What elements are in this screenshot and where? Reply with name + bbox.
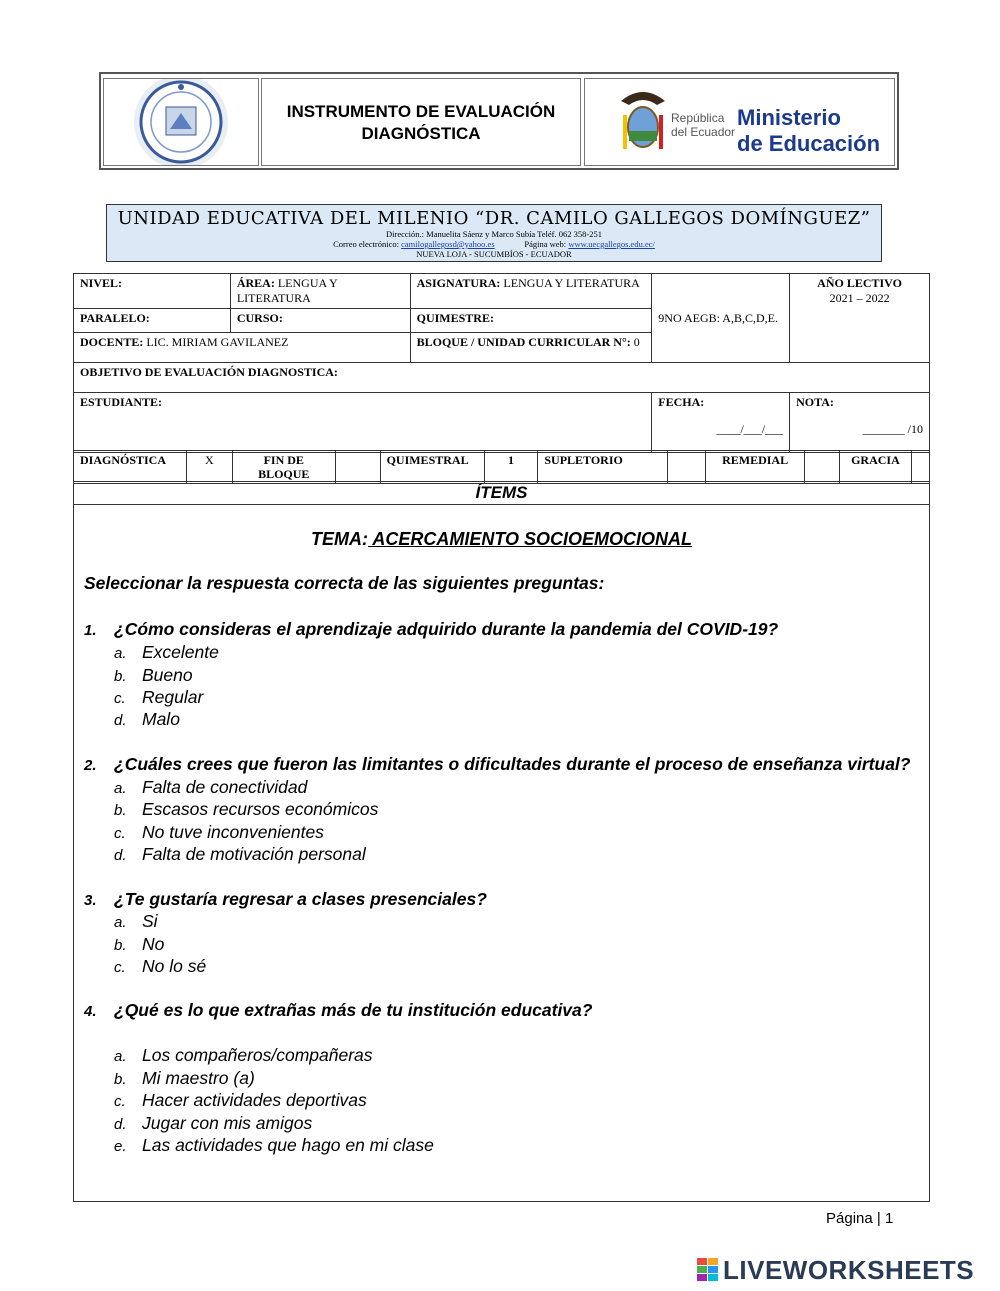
- diagnostica-mark[interactable]: X: [186, 451, 232, 484]
- option-1d[interactable]: d. Malo: [114, 709, 180, 729]
- school-seal-cell: [103, 78, 259, 166]
- option-1b[interactable]: b. Bueno: [114, 665, 193, 685]
- estudiante-field[interactable]: ESTUDIANTE:: [74, 393, 652, 453]
- question-3: 3. ¿Te gustaría regresar a clases presenciales?: [84, 889, 487, 909]
- option-4e[interactable]: e. Las actividades que hago en mi clase: [114, 1135, 434, 1155]
- option-2a[interactable]: a. Falta de conectividad: [114, 777, 308, 797]
- diagnostica-label: DIAGNÓSTICA: [74, 451, 187, 484]
- ministry-logo-cell: [584, 78, 895, 166]
- option-2c[interactable]: c. No tuve inconvenientes: [114, 822, 324, 842]
- option-4a[interactable]: a. Los compañeros/compañeras: [114, 1045, 373, 1065]
- nota-label: NOTA:: [796, 395, 834, 409]
- paralelo-field[interactable]: PARALELO:: [74, 309, 231, 333]
- ministry-ecuador-text: del Ecuador: [671, 125, 736, 139]
- school-address: Dirección.: Manuelita Sáenz y Marco Subía Teléf. 062 358-251: [386, 229, 602, 239]
- question-4: 4. ¿Qué es lo que extrañas más de tu institución educativa?: [84, 1000, 593, 1020]
- question-4-text: ¿Qué es lo que extrañas más de tu institución educativa?: [114, 1000, 593, 1020]
- question-3-text: ¿Te gustaría regresar a clases presenciales?: [114, 889, 487, 909]
- gracia-label: GRACIA: [839, 451, 911, 484]
- supletorio-label: SUPLETORIO: [538, 451, 668, 484]
- remedial-label: REMEDIAL: [706, 451, 805, 484]
- nivel-field[interactable]: NIVEL:: [74, 274, 231, 309]
- option-4d[interactable]: d. Jugar con mis amigos: [114, 1113, 313, 1133]
- quimestral-label: QUIMESTRAL: [380, 451, 484, 484]
- option-4c[interactable]: c. Hacer actividades deportivas: [114, 1090, 367, 1110]
- school-banner: [106, 204, 882, 262]
- ministry-name-line2: de Educación: [737, 131, 881, 156]
- tema-title: [74, 529, 929, 550]
- option-3c[interactable]: c. No lo sé: [114, 956, 207, 976]
- document-title-cell: [261, 78, 581, 166]
- school-contacts: [107, 239, 881, 249]
- option-4b[interactable]: b. Mi maestro (a): [114, 1068, 255, 1088]
- option-1a[interactable]: a. Excelente: [114, 642, 219, 662]
- fecha-label: FECHA:: [658, 395, 705, 409]
- school-seal-logo: [104, 79, 258, 165]
- quimestre-field[interactable]: QUIMESTRE:: [410, 309, 652, 333]
- question-1: 1. ¿Cómo consideras el aprendizaje adquirido durante la pandemia del COVID-19?: [84, 619, 779, 639]
- web-link[interactable]: www.uecgallegos.edu.ec/: [568, 239, 655, 249]
- option-2b[interactable]: b. Escasos recursos económicos: [114, 799, 379, 819]
- anio-lectivo-field: [790, 274, 930, 363]
- instructions: Seleccionar la respuesta correcta de las siguientes preguntas:: [84, 573, 605, 593]
- liveworksheets-brand[interactable]: [697, 1255, 974, 1289]
- nota-blank[interactable]: _______ /10: [862, 422, 923, 436]
- area-field[interactable]: ÁREA: LENGUA Y LITERATURA: [230, 274, 410, 309]
- question-2: 2. ¿Cuáles crees que fueron las limitantes o dificultades durante el proceso de enseñanza virtual?: [84, 754, 911, 774]
- email-label: Correo electrónico:: [333, 239, 399, 249]
- web-label: Página web:: [524, 239, 567, 249]
- docente-field: DOCENTE: LIC. MIRIAM GAVILANEZ: [74, 333, 411, 363]
- questions-section: [73, 504, 930, 1202]
- tema-value: ACERCAMIENTO SOCIOEMOCIONAL: [367, 529, 692, 549]
- fecha-field[interactable]: [652, 393, 790, 453]
- question-2-text: ¿Cuáles crees que fueron las limitantes o dificultades durante el proceso de enseñanza virtual?: [114, 754, 911, 774]
- page-number: Página | 1: [826, 1210, 894, 1227]
- evaluation-type-table: [73, 450, 930, 484]
- option-3a[interactable]: a. Si: [114, 911, 158, 931]
- anio-lectivo-value: 2021 – 2022: [829, 291, 890, 305]
- option-1c[interactable]: c. Regular: [114, 687, 204, 707]
- evaluation-info-table: [73, 273, 930, 453]
- curso-field[interactable]: CURSO:: [230, 309, 410, 333]
- document-title-line2: DIAGNÓSTICA: [361, 124, 481, 143]
- fin-bloque-mark[interactable]: [335, 451, 380, 484]
- ministry-republica-text: República: [671, 111, 725, 125]
- email-link[interactable]: camilogallegosd@yahoo.es: [401, 239, 495, 249]
- school-location: NUEVA LOJA - SUCUMBÍOS - ECUADOR: [416, 249, 572, 259]
- fecha-blank[interactable]: ____/___/___: [716, 422, 784, 436]
- items-header: ÍTEMS: [73, 481, 930, 505]
- ministry-name-line1: Ministerio: [737, 105, 841, 130]
- liveworksheets-text: LIVEWORKSHEETS: [723, 1255, 975, 1285]
- asignatura-field[interactable]: ASIGNATURA: LENGUA Y LITERATURA: [410, 274, 652, 309]
- option-3b[interactable]: b. No: [114, 934, 165, 954]
- gracia-mark[interactable]: [911, 451, 929, 484]
- ecuador-coat-of-arms-icon: [617, 87, 669, 157]
- bloque-field[interactable]: BLOQUE / UNIDAD CURRICULAR N°: 0: [410, 333, 652, 363]
- document-header: [99, 72, 899, 170]
- nota-field[interactable]: [790, 393, 930, 453]
- remedial-mark[interactable]: [805, 451, 840, 484]
- liveworksheets-logo-icon: [697, 1258, 719, 1289]
- grade-field: 9NO AEGB: A,B,C,D,E.: [652, 274, 790, 363]
- school-name: UNIDAD EDUCATIVA DEL MILENIO “DR. CAMILO GALLEGOS DOMÍNGUEZ”: [117, 208, 871, 229]
- option-2d[interactable]: d. Falta de motivación personal: [114, 844, 366, 864]
- supletorio-mark[interactable]: [668, 451, 706, 484]
- fin-bloque-label: FIN DE BLOQUE: [232, 451, 335, 484]
- objetivo-field[interactable]: OBJETIVO DE EVALUACIÓN DIAGNOSTICA:: [74, 363, 930, 393]
- document-title-line1: INSTRUMENTO DE EVALUACIÓN: [286, 102, 556, 121]
- tema-label: TEMA:: [310, 529, 368, 549]
- anio-lectivo-label: AÑO LECTIVO: [817, 276, 902, 290]
- question-1-text: ¿Cómo consideras el aprendizaje adquirido durante la pandemia del COVID-19?: [114, 619, 779, 639]
- quimestral-mark[interactable]: 1: [484, 451, 538, 484]
